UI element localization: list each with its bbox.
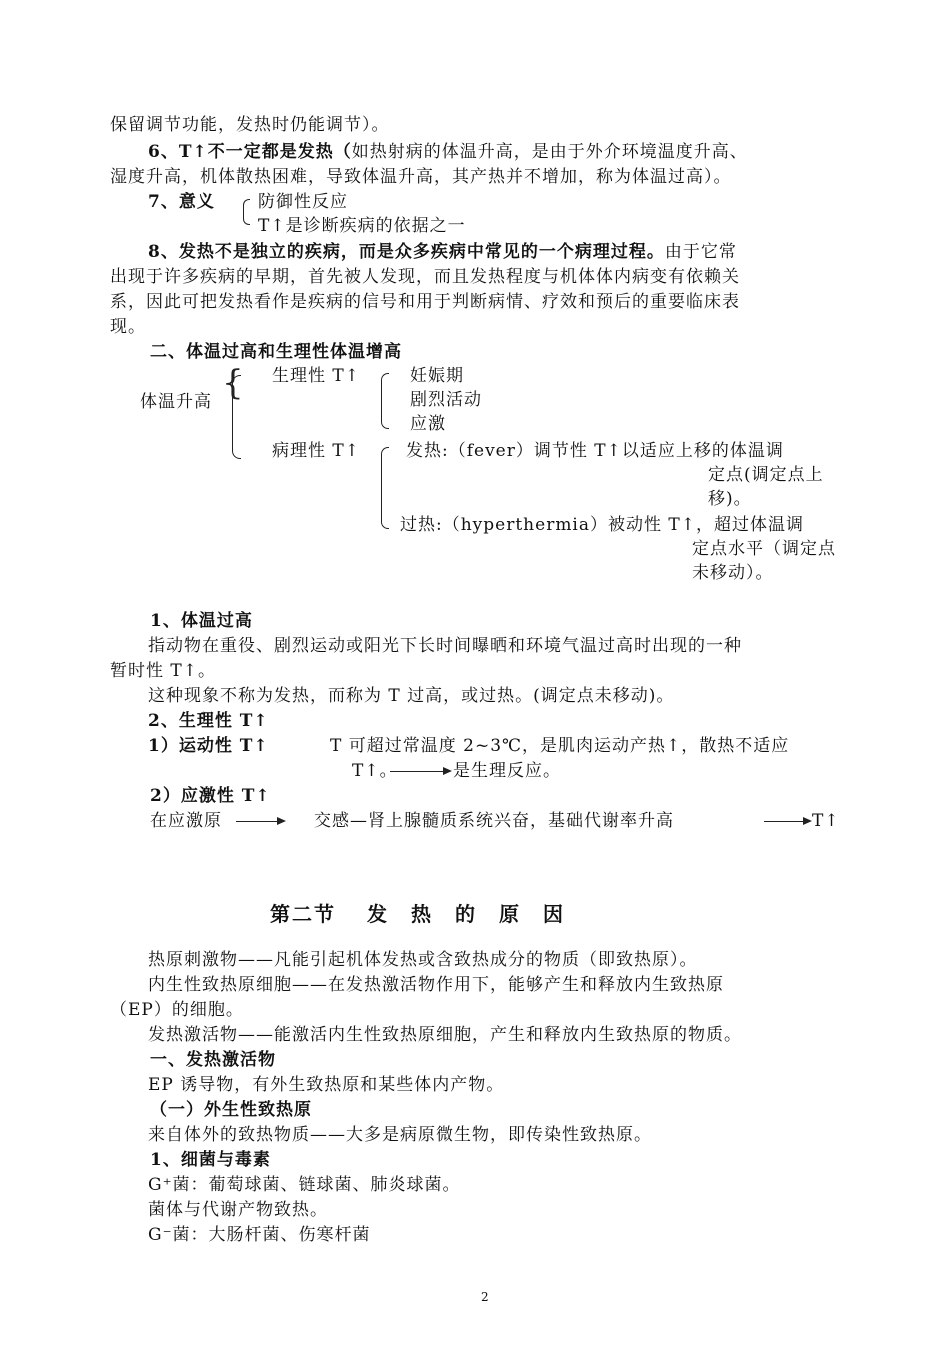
text-line: EP 诱导物，有外生致热原和某些体内产物。 [148, 1075, 505, 1095]
section-heading: 二、体温过高和生理性体温增高 [150, 342, 402, 362]
tree-phys-item: 应激 [410, 414, 446, 434]
meaning-item: T↑是诊断疾病的依据之一 [258, 216, 466, 236]
item-7-label: 7、意义 [148, 192, 215, 212]
item-8-rest: 由于它常 [664, 242, 737, 262]
text-line: G⁺菌：葡萄球菌、链球菌、肺炎球菌。 [148, 1175, 461, 1195]
sub-heading: 2）应激性 T↑ [150, 786, 271, 806]
item-8-line-2: 出现于许多疾病的早期，首先被人发现，而且发热程度与机体体内病变有依赖关 [110, 267, 740, 287]
tree-hyperthermia: 定点水平（调定点 [692, 539, 836, 559]
item-8-line-3: 系，因此可把发热看作是疾病的信号和用于判断病情、疗效和预后的重要临床表 [110, 292, 740, 312]
arrow-right-icon [764, 821, 810, 822]
tree-fever: 移)。 [708, 489, 752, 509]
brace-open: { [222, 363, 244, 403]
text-line: 菌体与代谢产物致热。 [148, 1200, 328, 1220]
tree-physiological: 生理性 T↑ [272, 366, 360, 386]
arrow-right-icon [236, 821, 284, 822]
page-number: 2 [481, 1290, 490, 1304]
tree-hyperthermia: 未移动）。 [692, 563, 774, 583]
definition: （EP）的细胞。 [110, 1000, 244, 1020]
text-line: 暂时性 T↑。 [110, 661, 216, 681]
definition: 发热激活物——能激活内生性致热原细胞，产生和释放内生致热原的物质。 [148, 1025, 742, 1045]
meaning-item: 防御性反应 [258, 192, 348, 212]
tree-fever: 定点(调定点上 [708, 465, 824, 485]
tree-phys-item: 剧烈活动 [410, 390, 482, 410]
text-line: 保留调节功能，发热时仍能调节）。 [110, 115, 390, 135]
item-8-line-4: 现。 [110, 317, 146, 337]
tree-fever: 发热:（fever）调节性 T↑以适应上移的体温调 [406, 441, 784, 461]
item-8-bold: 8、发热不是独立的疾病，而是众多疾病中常见的一个病理过程。 [148, 242, 665, 262]
text-line: T↑。 [352, 761, 398, 781]
tree-phys-item: 妊娠期 [410, 366, 464, 386]
tree-pathological: 病理性 T↑ [272, 441, 360, 461]
item-6-line-1 [148, 140, 748, 164]
brace [381, 447, 389, 529]
sub-heading: 1）运动性 T↑ [148, 736, 269, 756]
sub-heading: （一）外生性致热原 [150, 1100, 312, 1120]
definition: 热原刺激物——凡能引起机体发热或含致热成分的物质（即致热原）。 [148, 950, 698, 970]
sub-heading: 2、生理性 T↑ [148, 711, 269, 731]
text-line: 是生理反应。 [453, 761, 561, 781]
brace [381, 373, 389, 429]
section-heading: 一、发热激活物 [150, 1050, 276, 1070]
tree-hyperthermia: 过热:（hyperthermia）被动性 T↑，超过体温调 [400, 515, 804, 535]
text-line: 指动物在重役、剧烈运动或阳光下长时间曝晒和环境气温过高时出现的一种 [148, 636, 742, 656]
text-line: T↑ [812, 811, 840, 831]
sub-heading: 1、体温过高 [150, 611, 253, 631]
item-6-bold: 6、T↑不一定都是发热（ [148, 142, 352, 162]
text-line: T 可超过常温度 2~3℃，是肌肉运动产热↑，散热不适应 [330, 736, 790, 756]
definition: 内生性致热原细胞——在发热激活物作用下，能够产生和释放内生致热原 [148, 975, 724, 995]
arrow-right-icon [390, 771, 450, 772]
item-6-line-2: 湿度升高，机体散热困难，导致体温升高，其产热并不增加，称为体温过高）。 [110, 167, 732, 187]
text-line: 交感—肾上腺髓质系统兴奋，基础代谢率升高 [314, 811, 674, 831]
text-line: 这种现象不称为发热，而称为 T 过高，或过热。(调定点未移动)。 [148, 686, 675, 706]
tree-root: 体温升高 [140, 392, 212, 412]
item-6-rest: 如热射病的体温升高，是由于外介环境温度升高、 [351, 142, 748, 162]
brace [243, 199, 250, 225]
text-line: G⁻菌：大肠杆菌、伤寒杆菌 [148, 1225, 371, 1245]
item-8-line-1 [148, 240, 737, 264]
chapter-title: 第二节 发 热 的 原 因 [270, 902, 565, 926]
sub-heading: 1、细菌与毒素 [150, 1150, 271, 1170]
brace [232, 375, 241, 459]
text-line: 来自体外的致热物质——大多是病原微生物，即传染性致热原。 [148, 1125, 652, 1145]
text-line: 在应激原 [150, 811, 222, 831]
